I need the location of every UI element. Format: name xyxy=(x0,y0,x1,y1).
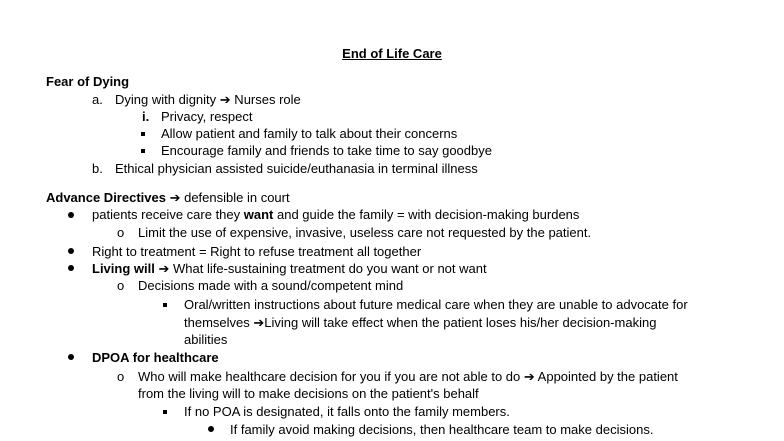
arrow-icon: ➔ xyxy=(219,92,231,107)
item-text: Who will make healthcare decision for you if you are not able to do xyxy=(138,369,524,384)
list-item-square-2: Encourage family and friends to take time to say goodbye xyxy=(161,143,492,158)
list-item-sub-2: Decisions made with a sound/competent mind xyxy=(138,278,404,293)
list-item-square-1: Allow patient and family to talk about their concerns xyxy=(161,126,458,141)
list-marker-a: a. xyxy=(92,92,103,107)
round-bullet-icon xyxy=(68,212,74,218)
item-text-bold: Living will xyxy=(92,261,155,276)
section-heading-advance-directives xyxy=(46,189,290,206)
item-text: What life-sustaining treatment do you want or not want xyxy=(169,261,487,276)
arrow-icon: ➔ xyxy=(253,315,265,330)
item-text: Living will take effect when the patient loses his/her decision-making xyxy=(264,315,657,330)
list-item-square-3: Oral/written instructions about future medical care when they are unable to advocate for xyxy=(184,297,688,312)
square-bullet-icon xyxy=(141,132,145,136)
item-text: Dying with dignity xyxy=(115,92,220,107)
arrow-icon: ➔ xyxy=(169,190,181,205)
list-item-bullet-2: Right to treatment = Right to refuse treatment all together xyxy=(92,244,422,259)
list-item-bullet-1 xyxy=(92,206,579,223)
list-item-sub-1: Limit the use of expensive, invasive, useless care not requested by the patient. xyxy=(138,225,592,240)
section-heading-fear-of-dying: Fear of Dying xyxy=(46,74,130,89)
list-item-square-3-cont xyxy=(184,314,656,331)
item-text: Nurses role xyxy=(230,92,301,107)
round-bullet-icon xyxy=(68,248,74,254)
round-bullet-icon xyxy=(68,265,74,271)
list-item-square-3-cont: abilities xyxy=(184,332,228,347)
list-item-bullet-4: DPOA for healthcare xyxy=(92,350,219,365)
list-marker-i: i. xyxy=(142,109,150,124)
list-marker-b: b. xyxy=(92,161,103,176)
round-bullet-icon xyxy=(208,426,214,432)
list-item-bullet-3 xyxy=(92,260,487,277)
square-bullet-icon xyxy=(163,303,167,307)
arrow-icon: ➔ xyxy=(158,261,170,276)
list-item-bullet-5: If family avoid making decisions, then healthcare team to make decisions. xyxy=(230,422,654,437)
list-item-i: Privacy, respect xyxy=(161,109,253,124)
heading-text: defensible in court xyxy=(180,190,290,205)
list-marker-o: o xyxy=(117,225,125,240)
list-item-sub-3-cont: from the living will to make decisions on the patient's behalf xyxy=(138,386,479,401)
square-bullet-icon xyxy=(141,149,145,153)
list-item-b: Ethical physician assisted suicide/euthanasia in terminal illness xyxy=(115,161,478,176)
heading-text: Advance Directives xyxy=(46,190,166,205)
item-text: Appointed by the patient xyxy=(534,369,678,384)
page-title: End of Life Care xyxy=(342,46,442,61)
item-text: patients receive care they xyxy=(92,207,244,222)
item-text: and guide the family = with decision-making burdens xyxy=(273,207,580,222)
item-text: themselves xyxy=(184,315,254,330)
list-marker-o: o xyxy=(117,369,125,384)
list-marker-o: o xyxy=(117,278,125,293)
square-bullet-icon xyxy=(163,410,167,414)
list-item-sub-3 xyxy=(138,368,678,385)
list-item-square-4: If no POA is designated, it falls onto the family members. xyxy=(184,404,510,419)
arrow-icon: ➔ xyxy=(523,369,535,384)
round-bullet-icon xyxy=(68,354,74,360)
list-item-a xyxy=(115,91,301,108)
item-text-bold: want xyxy=(243,207,274,222)
